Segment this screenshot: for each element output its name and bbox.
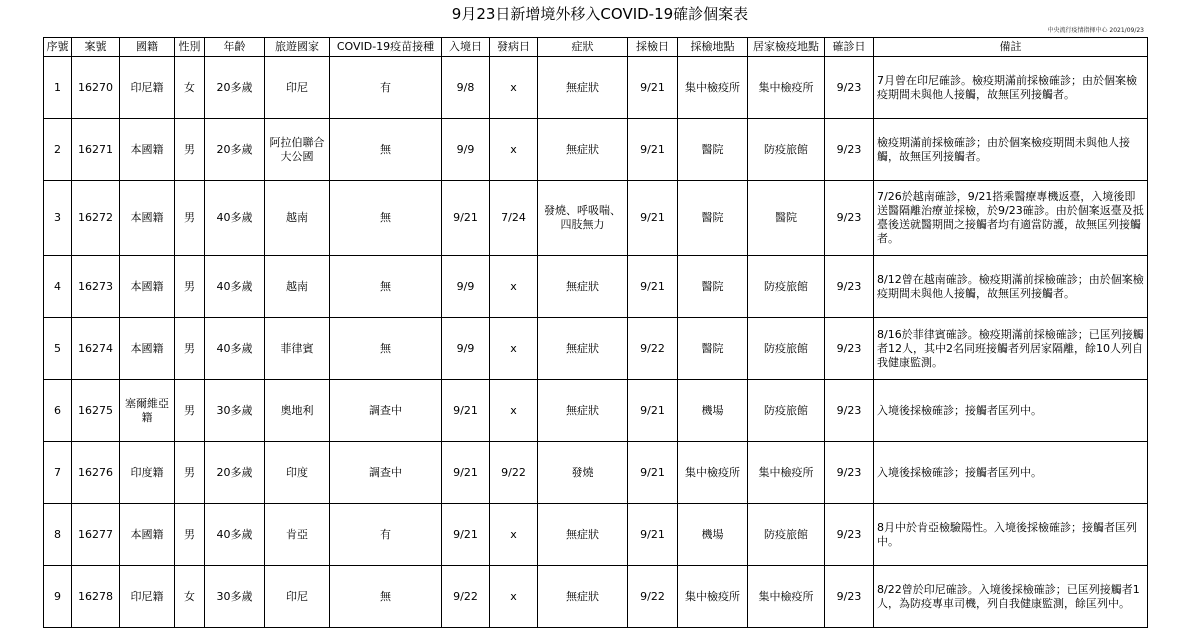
cell-symptoms: 無症狀 bbox=[538, 318, 628, 380]
cell-nationality: 本國籍 bbox=[120, 119, 175, 181]
cell-serial: 5 bbox=[44, 318, 72, 380]
header-entry-date: 入境日 bbox=[442, 38, 490, 57]
header-case-no: 案號 bbox=[72, 38, 120, 57]
cell-nationality: 本國籍 bbox=[120, 256, 175, 318]
cell-test-date: 9/21 bbox=[628, 504, 678, 566]
cell-sex: 男 bbox=[175, 318, 205, 380]
header-symptoms: 症狀 bbox=[538, 38, 628, 57]
cell-test-site: 醫院 bbox=[678, 256, 748, 318]
cell-test-date: 9/21 bbox=[628, 181, 678, 256]
cell-travel-country: 印度 bbox=[265, 442, 330, 504]
cell-vaccination: 有 bbox=[330, 504, 442, 566]
cell-test-site: 集中檢疫所 bbox=[678, 566, 748, 628]
cell-travel-country: 阿拉伯聯合大公國 bbox=[265, 119, 330, 181]
cell-nationality: 印尼籍 bbox=[120, 57, 175, 119]
cell-vaccination: 無 bbox=[330, 119, 442, 181]
cell-case-no: 16272 bbox=[72, 181, 120, 256]
cell-vaccination: 有 bbox=[330, 57, 442, 119]
cell-onset-date: x bbox=[490, 119, 538, 181]
cell-remarks: 8/16於菲律賓確診。檢疫期滿前採檢確診；已匡列接觸者12人，其中2名同班接觸者列居家隔離，餘10人列自我健康監測。 bbox=[874, 318, 1148, 380]
cell-case-no: 16276 bbox=[72, 442, 120, 504]
cell-nationality: 本國籍 bbox=[120, 504, 175, 566]
cell-serial: 9 bbox=[44, 566, 72, 628]
cell-test-site: 醫院 bbox=[678, 181, 748, 256]
cell-entry-date: 9/8 bbox=[442, 57, 490, 119]
cell-test-site: 集中檢疫所 bbox=[678, 57, 748, 119]
case-table bbox=[43, 37, 1148, 628]
header-age: 年齡 bbox=[205, 38, 265, 57]
cell-travel-country: 奧地利 bbox=[265, 380, 330, 442]
cell-test-site: 機場 bbox=[678, 504, 748, 566]
header-onset-date: 發病日 bbox=[490, 38, 538, 57]
cell-age: 40多歲 bbox=[205, 318, 265, 380]
cell-case-no: 16278 bbox=[72, 566, 120, 628]
header-vaccination: COVID-19疫苗接種 bbox=[330, 38, 442, 57]
cell-test-date: 9/21 bbox=[628, 57, 678, 119]
cell-travel-country: 越南 bbox=[265, 181, 330, 256]
cell-quarantine-site: 醫院 bbox=[748, 181, 825, 256]
cell-symptoms: 無症狀 bbox=[538, 566, 628, 628]
cell-test-date: 9/21 bbox=[628, 256, 678, 318]
cell-confirm-date: 9/23 bbox=[825, 566, 874, 628]
cell-test-date: 9/21 bbox=[628, 442, 678, 504]
page-title: 9月23日新增境外移入COVID-19確診個案表 bbox=[451, 5, 749, 23]
cell-confirm-date: 9/23 bbox=[825, 256, 874, 318]
cell-serial: 7 bbox=[44, 442, 72, 504]
cell-quarantine-site: 防疫旅館 bbox=[748, 119, 825, 181]
table-row bbox=[44, 504, 1148, 566]
cell-quarantine-site: 防疫旅館 bbox=[748, 256, 825, 318]
table-row bbox=[44, 57, 1148, 119]
cell-nationality: 印尼籍 bbox=[120, 566, 175, 628]
cell-vaccination: 調查中 bbox=[330, 380, 442, 442]
cell-quarantine-site: 防疫旅館 bbox=[748, 504, 825, 566]
header-travel-country: 旅遊國家 bbox=[265, 38, 330, 57]
cell-remarks: 7/26於越南確診，9/21搭乘醫療專機返臺，入境後即送醫隔離治療並採檢，於9/23確診。由於個案返臺及抵臺後送就醫期間之接觸者均有適當防護，故無匡列接觸者。 bbox=[874, 181, 1148, 256]
cell-vaccination: 調查中 bbox=[330, 442, 442, 504]
cell-test-site: 集中檢疫所 bbox=[678, 442, 748, 504]
cell-age: 40多歲 bbox=[205, 256, 265, 318]
cell-symptoms: 發燒、呼吸喘、四肢無力 bbox=[538, 181, 628, 256]
table-row bbox=[44, 181, 1148, 256]
cell-remarks: 8月中於肯亞檢驗陽性。入境後採檢確診；接觸者匡列中。 bbox=[874, 504, 1148, 566]
cell-case-no: 16273 bbox=[72, 256, 120, 318]
cell-symptoms: 無症狀 bbox=[538, 504, 628, 566]
cell-age: 40多歲 bbox=[205, 504, 265, 566]
table-row bbox=[44, 380, 1148, 442]
header-test-site: 採檢地點 bbox=[678, 38, 748, 57]
cell-sex: 男 bbox=[175, 504, 205, 566]
table-row bbox=[44, 566, 1148, 628]
table-header-row bbox=[44, 38, 1148, 57]
cell-vaccination: 無 bbox=[330, 318, 442, 380]
cell-remarks: 檢疫期滿前採檢確診；由於個案檢疫期間未與他人接觸，故無匡列接觸者。 bbox=[874, 119, 1148, 181]
header-sex: 性別 bbox=[175, 38, 205, 57]
cell-case-no: 16275 bbox=[72, 380, 120, 442]
cell-nationality: 印度籍 bbox=[120, 442, 175, 504]
cell-remarks: 入境後採檢確診；接觸者匡列中。 bbox=[874, 442, 1148, 504]
table-row bbox=[44, 119, 1148, 181]
cell-symptoms: 無症狀 bbox=[538, 57, 628, 119]
cell-onset-date: x bbox=[490, 318, 538, 380]
cell-test-site: 醫院 bbox=[678, 119, 748, 181]
cell-vaccination: 無 bbox=[330, 566, 442, 628]
cell-test-date: 9/21 bbox=[628, 380, 678, 442]
cell-remarks: 8/12曾在越南確診。檢疫期滿前採檢確診；由於個案檢疫期間未與他人接觸，故無匡列接觸者。 bbox=[874, 256, 1148, 318]
cell-entry-date: 9/21 bbox=[442, 380, 490, 442]
cell-travel-country: 肯亞 bbox=[265, 504, 330, 566]
cell-travel-country: 菲律賓 bbox=[265, 318, 330, 380]
cell-confirm-date: 9/23 bbox=[825, 57, 874, 119]
cell-travel-country: 印尼 bbox=[265, 57, 330, 119]
cell-age: 20多歲 bbox=[205, 119, 265, 181]
cell-quarantine-site: 集中檢疫所 bbox=[748, 57, 825, 119]
cell-serial: 8 bbox=[44, 504, 72, 566]
cell-serial: 2 bbox=[44, 119, 72, 181]
cell-confirm-date: 9/23 bbox=[825, 442, 874, 504]
cell-entry-date: 9/9 bbox=[442, 318, 490, 380]
cell-confirm-date: 9/23 bbox=[825, 504, 874, 566]
cell-sex: 男 bbox=[175, 380, 205, 442]
cell-age: 40多歲 bbox=[205, 181, 265, 256]
cell-entry-date: 9/9 bbox=[442, 119, 490, 181]
cell-test-site: 醫院 bbox=[678, 318, 748, 380]
cell-entry-date: 9/9 bbox=[442, 256, 490, 318]
cell-entry-date: 9/22 bbox=[442, 566, 490, 628]
cell-onset-date: 9/22 bbox=[490, 442, 538, 504]
cell-nationality: 塞爾維亞籍 bbox=[120, 380, 175, 442]
cell-serial: 3 bbox=[44, 181, 72, 256]
cell-onset-date: x bbox=[490, 380, 538, 442]
table-row bbox=[44, 442, 1148, 504]
cell-travel-country: 越南 bbox=[265, 256, 330, 318]
cell-quarantine-site: 防疫旅館 bbox=[748, 318, 825, 380]
header-serial: 序號 bbox=[44, 38, 72, 57]
cell-age: 20多歲 bbox=[205, 57, 265, 119]
cell-case-no: 16277 bbox=[72, 504, 120, 566]
cell-entry-date: 9/21 bbox=[442, 504, 490, 566]
cell-quarantine-site: 集中檢疫所 bbox=[748, 442, 825, 504]
cell-remarks: 7月曾在印尼確診。檢疫期滿前採檢確診；由於個案檢疫期間未與他人接觸，故無匡列接觸者。 bbox=[874, 57, 1148, 119]
cell-onset-date: x bbox=[490, 57, 538, 119]
header-remarks: 備註 bbox=[874, 38, 1148, 57]
table-row bbox=[44, 256, 1148, 318]
cell-entry-date: 9/21 bbox=[442, 442, 490, 504]
cell-age: 30多歲 bbox=[205, 566, 265, 628]
cell-age: 30多歲 bbox=[205, 380, 265, 442]
cell-symptoms: 無症狀 bbox=[538, 380, 628, 442]
cell-serial: 1 bbox=[44, 57, 72, 119]
cell-confirm-date: 9/23 bbox=[825, 119, 874, 181]
cell-sex: 男 bbox=[175, 256, 205, 318]
cell-nationality: 本國籍 bbox=[120, 318, 175, 380]
header-nationality: 國籍 bbox=[120, 38, 175, 57]
cell-test-date: 9/21 bbox=[628, 119, 678, 181]
cell-remarks: 8/22曾於印尼確診。入境後採檢確診；已匡列接觸者1人，為防疫專車司機，列自我健康監測，餘匡列中。 bbox=[874, 566, 1148, 628]
cell-entry-date: 9/21 bbox=[442, 181, 490, 256]
cell-symptoms: 無症狀 bbox=[538, 256, 628, 318]
cell-quarantine-site: 集中檢疫所 bbox=[748, 566, 825, 628]
cell-onset-date: 7/24 bbox=[490, 181, 538, 256]
cell-age: 20多歲 bbox=[205, 442, 265, 504]
cell-sex: 女 bbox=[175, 566, 205, 628]
source-note: 中央流行疫情指揮中心 2021/09/23 bbox=[1047, 27, 1144, 34]
cell-confirm-date: 9/23 bbox=[825, 380, 874, 442]
header-confirm-date: 確診日 bbox=[825, 38, 874, 57]
cell-case-no: 16274 bbox=[72, 318, 120, 380]
cell-test-date: 9/22 bbox=[628, 566, 678, 628]
cell-quarantine-site: 防疫旅館 bbox=[748, 380, 825, 442]
header-quarantine-site: 居家檢疫地點 bbox=[748, 38, 825, 57]
cell-onset-date: x bbox=[490, 256, 538, 318]
cell-vaccination: 無 bbox=[330, 256, 442, 318]
cell-travel-country: 印尼 bbox=[265, 566, 330, 628]
table-row bbox=[44, 318, 1148, 380]
cell-onset-date: x bbox=[490, 566, 538, 628]
cell-confirm-date: 9/23 bbox=[825, 181, 874, 256]
cell-symptoms: 發燒 bbox=[538, 442, 628, 504]
cell-test-date: 9/22 bbox=[628, 318, 678, 380]
cell-onset-date: x bbox=[490, 504, 538, 566]
cell-symptoms: 無症狀 bbox=[538, 119, 628, 181]
cell-serial: 6 bbox=[44, 380, 72, 442]
cell-confirm-date: 9/23 bbox=[825, 318, 874, 380]
cell-case-no: 16270 bbox=[72, 57, 120, 119]
cell-sex: 男 bbox=[175, 442, 205, 504]
cell-sex: 女 bbox=[175, 57, 205, 119]
cell-sex: 男 bbox=[175, 181, 205, 256]
cell-vaccination: 無 bbox=[330, 181, 442, 256]
cell-remarks: 入境後採檢確診；接觸者匡列中。 bbox=[874, 380, 1148, 442]
cell-serial: 4 bbox=[44, 256, 72, 318]
cell-sex: 男 bbox=[175, 119, 205, 181]
cell-nationality: 本國籍 bbox=[120, 181, 175, 256]
cell-test-site: 機場 bbox=[678, 380, 748, 442]
header-test-date: 採檢日 bbox=[628, 38, 678, 57]
cell-case-no: 16271 bbox=[72, 119, 120, 181]
